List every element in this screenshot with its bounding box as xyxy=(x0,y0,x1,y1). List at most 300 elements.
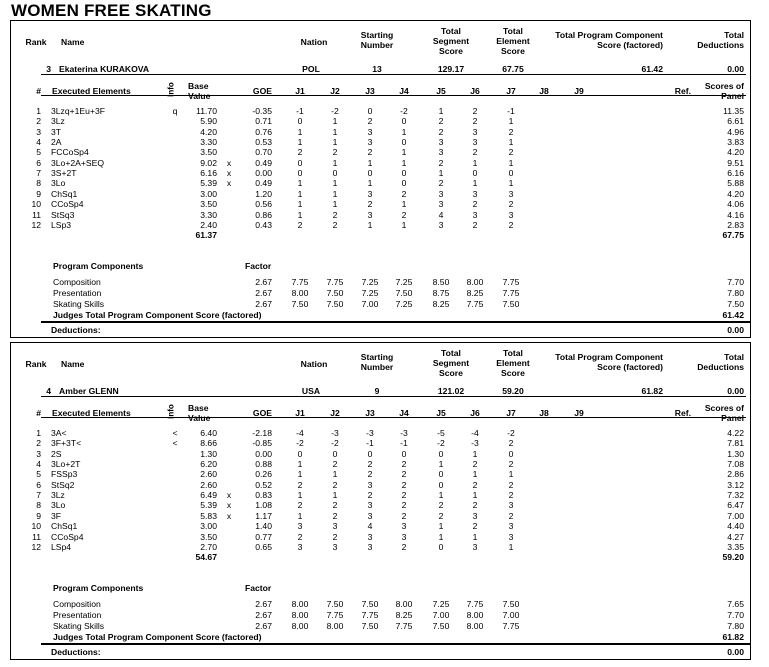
goe-value: -0.35 xyxy=(252,106,272,116)
element-number: 10 xyxy=(31,521,41,532)
judge-mark: 0 xyxy=(508,448,514,459)
goe-header: GOE xyxy=(252,86,272,96)
panel-score: 4.20 xyxy=(727,147,744,158)
score-sheet xyxy=(10,342,751,660)
judge-mark: 0 xyxy=(508,168,514,179)
judge-mark: 0 xyxy=(438,448,444,459)
goe-value: -2.18 xyxy=(252,428,272,438)
component-judge-mark: 8.00 xyxy=(395,599,413,609)
judge-header: J6 xyxy=(470,408,480,418)
goe-value: 0.26 xyxy=(255,469,272,480)
bonus-mark: x xyxy=(226,510,232,521)
judge-mark: 1 xyxy=(297,126,303,137)
component-judge-mark: 7.25 xyxy=(361,288,379,298)
judge-mark: 4 xyxy=(438,209,444,220)
judge-mark: 3 xyxy=(367,479,373,490)
judge-mark: 2 xyxy=(332,531,338,542)
judge-mark: 2 xyxy=(332,500,338,511)
base-value: 9.02 xyxy=(200,157,217,168)
pcs-header: Total Program Component xyxy=(555,30,663,40)
element-number: 9 xyxy=(36,510,41,521)
element-number: 3 xyxy=(36,126,41,137)
judge-mark: 2 xyxy=(332,479,338,490)
judge-mark: 2 xyxy=(508,459,514,470)
judge-mark: 2 xyxy=(401,459,407,470)
panel-score: 7.08 xyxy=(727,459,744,470)
judge-mark: 2 xyxy=(297,500,303,511)
starting-number-header: Number xyxy=(360,40,394,50)
judge-mark: 1 xyxy=(297,188,303,199)
judge-header: J6 xyxy=(470,86,480,96)
base-value: 5.90 xyxy=(200,116,217,127)
component-judge-mark: 7.25 xyxy=(361,277,379,287)
element-score-header: Element xyxy=(496,36,530,46)
base-value: 3.50 xyxy=(200,199,217,210)
segment-score-header: Total xyxy=(441,348,461,358)
judge-mark: 2 xyxy=(508,510,514,521)
base-value: 2.60 xyxy=(200,479,217,490)
panel-score: 1.30 xyxy=(727,448,744,459)
judge-header: J4 xyxy=(399,86,409,96)
judge-mark: 3 xyxy=(367,500,373,511)
judge-header: J5 xyxy=(436,408,446,418)
component-judge-mark: 7.75 xyxy=(326,610,344,620)
total-element-score: 67.75 xyxy=(502,64,524,74)
divider-line xyxy=(41,396,746,397)
component-judge-mark: 7.25 xyxy=(432,599,450,609)
element-number: 6 xyxy=(36,479,41,490)
element-name: FCCoSp4 xyxy=(51,147,89,158)
base-value: 11.70 xyxy=(196,106,217,116)
judge-mark: 0 xyxy=(367,168,373,179)
goe-value: 0.00 xyxy=(255,448,272,459)
name-header: Name xyxy=(61,359,85,369)
element-info: q xyxy=(172,106,178,116)
judge-header: J3 xyxy=(365,86,375,96)
judge-mark: 2 xyxy=(401,479,407,490)
judge-mark: -2 xyxy=(507,428,515,438)
executed-elements-header: Executed Elements xyxy=(52,86,131,96)
component-judge-mark: 7.75 xyxy=(291,277,309,287)
judge-mark: 1 xyxy=(508,157,514,168)
component-judge-mark: 8.00 xyxy=(291,599,309,609)
base-value: 3.50 xyxy=(200,147,217,158)
judge-mark: 2 xyxy=(367,147,373,158)
divider-line xyxy=(41,417,746,418)
judge-mark: -4 xyxy=(471,428,479,438)
judge-mark: 2 xyxy=(472,106,478,116)
element-number: 2 xyxy=(36,438,41,449)
component-judge-mark: 8.00 xyxy=(291,610,309,620)
element-name: 3Lz xyxy=(51,490,65,501)
component-name: Presentation xyxy=(53,610,102,620)
component-judge-mark: 8.50 xyxy=(432,277,450,287)
judge-mark: 2 xyxy=(472,147,478,158)
component-name: Presentation xyxy=(53,288,102,298)
deductions-header: Deductions xyxy=(697,40,744,50)
component-judge-mark: 7.50 xyxy=(326,599,344,609)
skater-rank: 4 xyxy=(46,386,51,396)
judge-mark: 2 xyxy=(438,116,444,127)
judge-mark: 2 xyxy=(508,490,514,501)
goe-header: GOE xyxy=(252,408,272,418)
element-name: 3Lzq+1Eu+3F xyxy=(51,106,105,116)
goe-value: 0.00 xyxy=(255,168,272,179)
judge-mark: 1 xyxy=(297,490,303,501)
panel-score: 4.40 xyxy=(727,521,744,532)
component-factor: 2.67 xyxy=(255,599,272,609)
component-judge-mark: 8.25 xyxy=(432,299,450,309)
base-value-header: Base xyxy=(188,81,209,91)
judge-mark: 0 xyxy=(401,178,407,189)
deductions-value: 0.00 xyxy=(727,325,744,335)
judge-mark: 2 xyxy=(367,116,373,127)
element-number: 4 xyxy=(36,137,41,148)
judge-mark: 1 xyxy=(332,178,338,189)
info-header: Info xyxy=(166,404,176,419)
judge-mark: 2 xyxy=(367,490,373,501)
ref-header: Ref. xyxy=(674,86,691,96)
component-judge-mark: 7.75 xyxy=(466,599,484,609)
judge-mark: 1 xyxy=(472,469,478,480)
component-name: Composition xyxy=(53,277,101,287)
judge-mark: 3 xyxy=(508,500,514,511)
element-number: 6 xyxy=(36,157,41,168)
total-deductions: 0.00 xyxy=(727,64,744,74)
judge-mark: 3 xyxy=(332,541,338,552)
judge-mark: 2 xyxy=(508,438,514,449)
bonus-mark: x xyxy=(226,157,232,168)
panel-score: 9.51 xyxy=(727,157,744,168)
judge-mark: 1 xyxy=(401,199,407,210)
component-factor: 2.67 xyxy=(255,288,272,298)
component-judge-mark: 7.50 xyxy=(291,299,309,309)
base-value: 6.40 xyxy=(200,428,217,438)
judge-mark: 0 xyxy=(438,469,444,480)
judge-mark: 0 xyxy=(367,448,373,459)
component-factor: 2.67 xyxy=(255,621,272,631)
judge-mark: 3 xyxy=(508,521,514,532)
goe-value: 0.83 xyxy=(255,490,272,501)
judge-mark: 2 xyxy=(508,219,514,230)
segment-score-header: Total xyxy=(441,26,461,36)
component-score: 7.65 xyxy=(727,599,744,609)
judge-mark: 1 xyxy=(297,510,303,521)
component-judge-mark: 7.00 xyxy=(502,610,520,620)
element-number: 1 xyxy=(36,428,41,438)
component-judge-mark: 8.25 xyxy=(466,288,484,298)
judge-mark: 0 xyxy=(297,116,303,127)
skater-name: Ekaterina KURAKOVA xyxy=(59,64,150,74)
judge-mark: 1 xyxy=(472,178,478,189)
total-segment-score: 121.02 xyxy=(437,386,465,396)
judge-mark: 2 xyxy=(401,469,407,480)
judge-mark: 0 xyxy=(401,168,407,179)
panel-score-header: Scores of xyxy=(704,403,744,413)
judge-mark: 2 xyxy=(332,147,338,158)
judge-mark: -3 xyxy=(331,428,339,438)
judge-mark: 2 xyxy=(472,500,478,511)
base-value: 6.16 xyxy=(200,168,217,179)
total-deductions: 0.00 xyxy=(727,386,744,396)
goe-value: 1.17 xyxy=(255,510,272,521)
judge-header: J9 xyxy=(574,86,584,96)
skater-nation: POL xyxy=(302,64,320,74)
starting-number: 9 xyxy=(374,386,380,396)
element-name: LSp4 xyxy=(51,541,72,552)
judge-mark: 3 xyxy=(367,541,373,552)
judge-mark: 0 xyxy=(297,448,303,459)
base-value: 4.20 xyxy=(200,126,217,137)
goe-value: 0.43 xyxy=(255,219,272,230)
goe-value: 0.53 xyxy=(255,137,272,148)
panel-score: 2.83 xyxy=(727,219,744,230)
judge-mark: 3 xyxy=(472,188,478,199)
judge-mark: 3 xyxy=(332,521,338,532)
element-number: 11 xyxy=(32,531,41,542)
judges-total-pcs: 61.82 xyxy=(722,632,744,642)
component-judge-mark: 7.75 xyxy=(466,299,484,309)
panel-score: 6.47 xyxy=(727,500,744,511)
judge-mark: 2 xyxy=(472,479,478,490)
judge-mark: 2 xyxy=(401,209,407,220)
component-judge-mark: 7.75 xyxy=(395,621,413,631)
panel-score: 6.16 xyxy=(727,168,744,179)
judges-total-pcs-label: Judges Total Program Component Score (factored) xyxy=(53,632,262,642)
starting-number-header: Starting xyxy=(360,352,394,362)
judge-mark: 1 xyxy=(401,219,407,230)
base-value: 8.66 xyxy=(200,438,217,449)
judge-mark: -5 xyxy=(437,428,445,438)
element-number: 11 xyxy=(32,209,41,220)
judge-mark: 3 xyxy=(297,521,303,532)
element-number: 4 xyxy=(36,459,41,470)
base-value: 6.20 xyxy=(200,459,217,470)
judge-header: J4 xyxy=(399,408,409,418)
element-number: 7 xyxy=(36,490,41,501)
goe-value: 1.40 xyxy=(255,521,272,532)
panel-score: 7.00 xyxy=(727,510,744,521)
base-value: 3.30 xyxy=(200,137,217,148)
panel-score: 3.83 xyxy=(727,137,744,148)
element-name: 3Lo xyxy=(51,500,66,511)
judge-mark: 2 xyxy=(297,147,303,158)
total-pcs: 61.82 xyxy=(641,386,663,396)
skater-name: Amber GLENN xyxy=(59,386,119,396)
judge-mark: 1 xyxy=(367,178,373,189)
elements-total: 59.20 xyxy=(722,552,744,563)
deductions-label: Deductions: xyxy=(51,647,101,657)
goe-value: 1.20 xyxy=(255,188,272,199)
judge-header: J1 xyxy=(295,86,305,96)
component-judge-mark: 8.00 xyxy=(326,621,344,631)
component-score: 7.80 xyxy=(727,621,744,631)
judge-mark: 0 xyxy=(332,168,338,179)
judge-mark: 3 xyxy=(508,209,514,220)
judge-mark: 1 xyxy=(297,459,303,470)
judges-total-pcs-label: Judges Total Program Component Score (factored) xyxy=(53,310,262,320)
judge-mark: 2 xyxy=(508,479,514,490)
judge-mark: 2 xyxy=(438,510,444,521)
panel-score: 7.81 xyxy=(727,438,744,449)
element-score-header: Score xyxy=(501,46,525,56)
base-value-header: Value xyxy=(188,91,211,101)
judge-mark: 2 xyxy=(401,188,407,199)
element-name: FSSp3 xyxy=(51,469,78,480)
judge-mark: -2 xyxy=(400,106,408,116)
element-number: 12 xyxy=(31,219,41,230)
judge-mark: 1 xyxy=(438,531,444,542)
judge-mark: 2 xyxy=(401,541,407,552)
judge-mark: 3 xyxy=(472,510,478,521)
component-judge-mark: 7.50 xyxy=(361,621,379,631)
element-name: ChSq1 xyxy=(51,188,78,199)
element-number: 2 xyxy=(36,116,41,127)
judge-mark: 1 xyxy=(472,157,478,168)
judge-mark: 4 xyxy=(367,521,373,532)
judge-mark: 1 xyxy=(508,178,514,189)
component-judge-mark: 7.50 xyxy=(326,288,344,298)
judge-mark: 2 xyxy=(367,199,373,210)
judge-mark: 3 xyxy=(438,219,444,230)
judge-mark: 2 xyxy=(472,116,478,127)
panel-score: 5.88 xyxy=(727,178,744,189)
elements-total: 67.75 xyxy=(722,230,744,241)
rank-header: Rank xyxy=(25,37,47,47)
segment-score-header: Segment xyxy=(432,358,470,368)
element-number: 5 xyxy=(36,147,41,158)
judge-mark: 1 xyxy=(297,199,303,210)
element-info: < xyxy=(172,438,178,449)
skater-rank: 3 xyxy=(46,64,51,74)
goe-value: 1.08 xyxy=(255,500,272,511)
judge-mark: 1 xyxy=(401,147,407,158)
judge-header: J8 xyxy=(539,408,549,418)
element-name: CCoSp4 xyxy=(51,531,84,542)
judge-mark: 1 xyxy=(508,469,514,480)
judge-mark: 1 xyxy=(401,157,407,168)
judge-mark: 3 xyxy=(472,137,478,148)
judge-mark: 1 xyxy=(332,188,338,199)
judge-mark: 0 xyxy=(401,116,407,127)
component-judge-mark: 7.75 xyxy=(502,288,520,298)
judge-mark: 0 xyxy=(472,168,478,179)
base-value: 5.39 xyxy=(200,178,217,189)
panel-score: 11.35 xyxy=(723,106,744,116)
goe-value: 0.70 xyxy=(255,147,272,158)
element-score-header: Element xyxy=(496,358,530,368)
element-name: StSq3 xyxy=(51,209,75,220)
judge-mark: 2 xyxy=(472,521,478,532)
judge-mark: 3 xyxy=(401,531,407,542)
divider-line xyxy=(41,74,746,75)
judge-mark: -1 xyxy=(296,106,304,116)
element-name: 3A< xyxy=(51,428,67,438)
judge-mark: 3 xyxy=(367,126,373,137)
judges-total-pcs: 61.42 xyxy=(722,310,744,320)
base-value: 6.49 xyxy=(200,490,217,501)
judge-mark: 1 xyxy=(438,459,444,470)
deductions-header: Deductions xyxy=(697,362,744,372)
goe-value: 0.88 xyxy=(255,459,272,470)
base-value: 1.30 xyxy=(200,448,217,459)
nation-header: Nation xyxy=(300,37,328,47)
component-judge-mark: 8.25 xyxy=(395,610,413,620)
element-name: 3Lo+2T xyxy=(51,459,81,470)
element-name: 2A xyxy=(51,137,62,148)
judge-mark: 0 xyxy=(367,106,373,116)
judge-mark: 1 xyxy=(332,490,338,501)
panel-score: 7.32 xyxy=(727,490,744,501)
judge-mark: 1 xyxy=(438,168,444,179)
component-judge-mark: 8.00 xyxy=(466,621,484,631)
judge-mark: 2 xyxy=(438,126,444,137)
segment-score-header: Score xyxy=(439,368,463,378)
component-score: 7.80 xyxy=(727,288,744,298)
judge-mark: 3 xyxy=(438,199,444,210)
divider-line xyxy=(41,321,750,323)
element-info: < xyxy=(172,428,178,438)
judge-mark: -2 xyxy=(437,438,445,449)
judge-mark: 2 xyxy=(332,209,338,220)
base-value: 2.70 xyxy=(200,541,217,552)
element-score-header: Score xyxy=(501,368,525,378)
factor-header: Factor xyxy=(245,261,272,271)
element-name: 3Lo xyxy=(51,178,66,189)
divider-line xyxy=(41,643,750,645)
panel-score: 6.61 xyxy=(727,116,744,127)
panel-score: 2.86 xyxy=(727,469,744,480)
deductions-value: 0.00 xyxy=(727,647,744,657)
goe-value: 0.49 xyxy=(255,157,272,168)
judge-mark: 2 xyxy=(297,531,303,542)
component-judge-mark: 7.50 xyxy=(432,621,450,631)
element-name: LSp3 xyxy=(51,219,72,230)
component-judge-mark: 8.00 xyxy=(466,277,484,287)
base-value: 3.50 xyxy=(200,531,217,542)
bonus-mark: x xyxy=(226,178,232,189)
judge-mark: 2 xyxy=(508,126,514,137)
element-number: 12 xyxy=(31,541,41,552)
judge-header: J5 xyxy=(436,86,446,96)
judge-mark: 0 xyxy=(438,541,444,552)
starting-number-header: Number xyxy=(360,362,394,372)
element-score-header: Total xyxy=(503,348,523,358)
judge-mark: -2 xyxy=(331,438,339,449)
program-components-header: Program Components xyxy=(53,583,144,593)
component-judge-mark: 8.00 xyxy=(291,621,309,631)
judge-header: J9 xyxy=(574,408,584,418)
total-segment-score: 129.17 xyxy=(437,64,465,74)
judge-mark: 0 xyxy=(297,157,303,168)
goe-value: 0.52 xyxy=(255,479,272,490)
judge-mark: 3 xyxy=(472,541,478,552)
judge-mark: 1 xyxy=(472,490,478,501)
judge-mark: 0 xyxy=(401,137,407,148)
component-judge-mark: 7.50 xyxy=(502,299,520,309)
judge-mark: 2 xyxy=(332,459,338,470)
divider-line xyxy=(41,95,746,96)
judge-mark: 1 xyxy=(332,116,338,127)
element-name: 3S+2T xyxy=(51,168,77,179)
base-value: 2.60 xyxy=(200,469,217,480)
component-judge-mark: 7.00 xyxy=(432,610,450,620)
component-factor: 2.67 xyxy=(255,299,272,309)
skater-nation: USA xyxy=(301,386,321,396)
panel-score: 4.16 xyxy=(727,209,744,220)
starting-number-header: Starting xyxy=(360,30,394,40)
judge-mark: 2 xyxy=(508,147,514,158)
